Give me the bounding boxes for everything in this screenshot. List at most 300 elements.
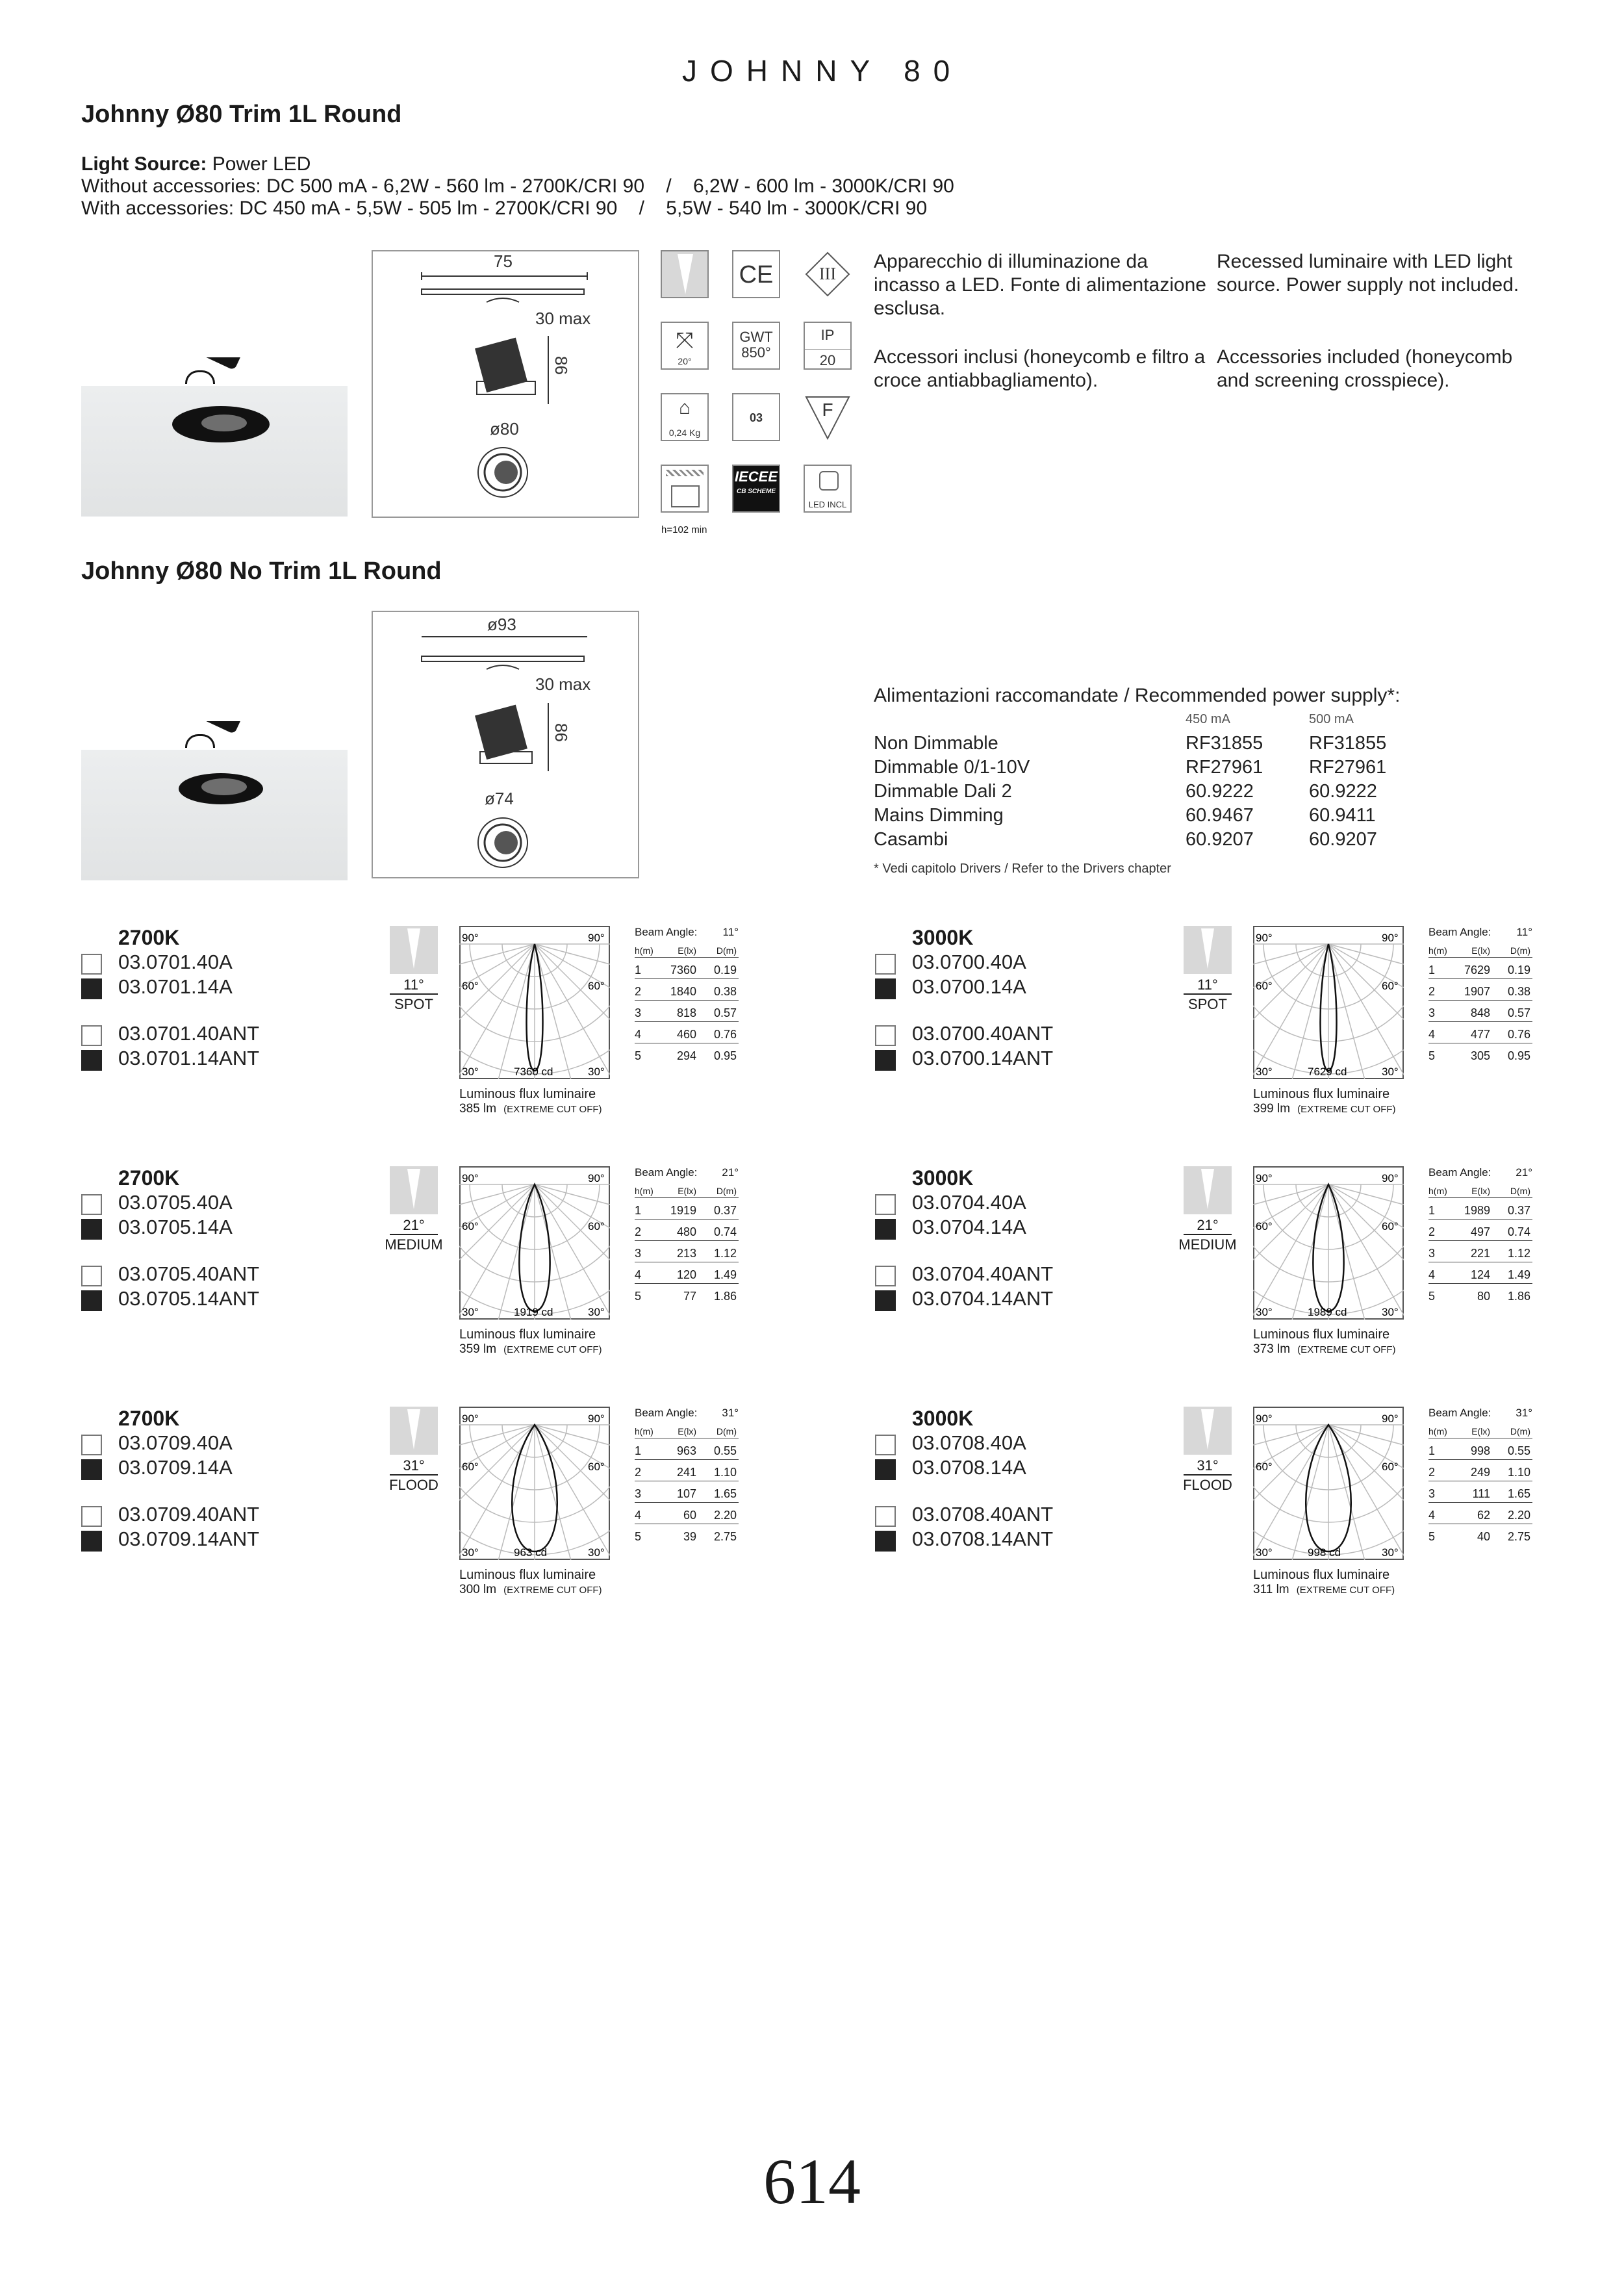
cell-e: 998 <box>1470 1444 1490 1457</box>
beam-table-row <box>635 1006 739 1022</box>
luminous-flux-block <box>1253 1087 1396 1117</box>
beam-cone-shape <box>407 1169 420 1209</box>
power-supply-code-500: 60.9411 <box>1309 805 1376 826</box>
product-code: 03.0709.14A <box>118 1456 233 1479</box>
beam-type-icon <box>1184 1407 1232 1455</box>
finish-swatch-black <box>81 978 102 999</box>
cell-e: 477 <box>1470 1028 1490 1041</box>
cell-h: 2 <box>1428 1225 1436 1238</box>
power-supply-label: Dimmable 0/1-10V <box>874 757 1030 778</box>
power-supply-row <box>874 732 1400 756</box>
cell-e: 249 <box>1470 1466 1490 1479</box>
beam-table-row <box>1428 1268 1532 1284</box>
product-code: 03.0704.40A <box>912 1191 1026 1214</box>
beam-data-table <box>635 1166 739 1310</box>
technical-drawing-trim-svg <box>373 251 638 517</box>
beam-table-row <box>1428 1049 1532 1064</box>
cell-e: 460 <box>676 1028 696 1041</box>
cell-d: 1.10 <box>1507 1466 1530 1479</box>
beam-angle-heading: Beam Angle: <box>1428 926 1491 938</box>
ip-rating-icon <box>804 322 852 370</box>
cell-e: 497 <box>1470 1225 1490 1238</box>
beam-angle-value: 31° <box>390 1457 438 1476</box>
color-temperature: 3000K <box>912 926 974 949</box>
beam-angle-heading-value: 11° <box>1516 926 1532 938</box>
cutoff-label: (EXTREME CUT OFF) <box>503 1104 602 1115</box>
cell-e: 111 <box>1472 1487 1490 1500</box>
beam-table-row <box>1428 985 1532 1001</box>
cell-e: 1919 <box>670 1204 696 1217</box>
product-code: 03.0705.14A <box>118 1216 233 1238</box>
beam-type-icon <box>390 1407 438 1455</box>
cell-e: 818 <box>676 1006 696 1019</box>
cell-e: 124 <box>1470 1268 1490 1281</box>
cell-h: 4 <box>635 1268 642 1281</box>
cell-h: 2 <box>1428 1466 1436 1479</box>
cell-d: 1.65 <box>1507 1487 1530 1500</box>
spec-with-accessories: With accessories: DC 450 mA - 5,5W - 505 lm - 2700K/CRI 90 / 5,5W - 540 lm - 3000K/CRI 90 <box>81 198 928 219</box>
product-code: 03.0700.40A <box>912 951 1026 973</box>
led-incl-label: LED INCL <box>808 500 847 509</box>
peak-intensity-label: 1989 cd <box>1308 1306 1347 1318</box>
polar-label-60-left: 60° <box>1256 1461 1273 1473</box>
finish-swatch-black <box>875 1531 896 1552</box>
luminous-flux-block <box>1253 1327 1396 1357</box>
finish-swatch-black <box>875 1459 896 1480</box>
cell-h: 1 <box>1428 1444 1436 1457</box>
cell-e: 107 <box>676 1487 696 1500</box>
technical-drawing-no-trim <box>372 611 639 878</box>
iecee-label: IECEE <box>734 468 778 485</box>
peak-intensity-label: 7360 cd <box>514 1066 553 1078</box>
cell-e: 40 <box>1477 1530 1490 1543</box>
beam-angle-heading-value: 11° <box>722 926 739 938</box>
cell-d: 2.20 <box>1507 1509 1530 1522</box>
cutoff-label: (EXTREME CUT OFF) <box>1297 1344 1396 1355</box>
polar-label-30-left: 30° <box>1256 1066 1273 1078</box>
col-h: h(m) <box>1428 1426 1447 1437</box>
beam-table-row <box>635 985 739 1001</box>
product-code: 03.0700.14A <box>912 975 1026 998</box>
product-variant <box>81 1166 796 1381</box>
cell-e: 241 <box>676 1466 696 1479</box>
cell-e: 7360 <box>670 964 696 977</box>
polar-diagram <box>1253 1407 1404 1560</box>
peak-intensity-label: 7629 cd <box>1308 1066 1347 1078</box>
col-h: h(m) <box>1428 1186 1447 1196</box>
color-temperature: 2700K <box>118 1407 180 1430</box>
beam-table-row <box>635 1444 739 1460</box>
page-number: 614 <box>763 2145 861 2217</box>
polar-label-60-right: 60° <box>1382 1461 1399 1473</box>
color-temperature: 2700K <box>118 926 180 949</box>
cell-d: 2.75 <box>1507 1530 1530 1543</box>
cell-d: 1.12 <box>1507 1247 1530 1260</box>
power-supply-row <box>874 804 1400 828</box>
product-code: 03.0708.40A <box>912 1431 1026 1454</box>
luminous-flux-label: Luminous flux luminaire <box>459 1327 596 1342</box>
product-variant <box>875 926 1590 1140</box>
cell-d: 1.10 <box>713 1466 737 1479</box>
beam-table-row <box>1428 1466 1532 1481</box>
cell-d: 0.37 <box>1507 1204 1530 1217</box>
product-code: 03.0709.14ANT <box>118 1527 260 1550</box>
polar-label-90-right: 90° <box>1382 1172 1399 1184</box>
power-supply-code-500: 60.9207 <box>1309 829 1377 850</box>
technical-drawing-trim <box>372 250 639 518</box>
luminous-flux-label: Luminous flux luminaire <box>1253 1568 1390 1582</box>
color-temperature: 3000K <box>912 1407 974 1430</box>
beam-table-row <box>635 1225 739 1241</box>
product-code: 03.0704.40ANT <box>912 1262 1054 1285</box>
ip-value: 20 <box>805 349 850 369</box>
energy-class-icon: 03 <box>732 393 780 441</box>
beam-type-label: FLOOD <box>389 1477 438 1493</box>
product-code: 03.0705.40ANT <box>118 1262 260 1285</box>
polar-label-60-right: 60° <box>1382 980 1399 992</box>
power-supply-row <box>874 756 1400 780</box>
description-en-2: Accessories included (honeycomb and screening crosspiece). <box>1217 346 1513 391</box>
iecee-sub-label: CB SCHEME <box>736 488 776 495</box>
polar-label-90-right: 90° <box>1382 932 1399 944</box>
beam-angle-heading-value: 31° <box>722 1407 739 1419</box>
luminous-flux-value: 385 lm <box>459 1102 497 1116</box>
beam-table-row <box>635 1530 739 1545</box>
product-variant <box>81 926 796 1140</box>
finish-swatch-white <box>81 1435 102 1455</box>
beam-table-row <box>635 1487 739 1503</box>
cell-d: 0.38 <box>713 985 737 998</box>
cutoff-label: (EXTREME CUT OFF) <box>503 1585 602 1596</box>
polar-label-60-right: 60° <box>588 1461 605 1473</box>
drawing-clearance-label: 30 max <box>535 309 591 328</box>
polar-label-30-left: 30° <box>1256 1306 1273 1318</box>
beam-table-row <box>635 1204 739 1220</box>
tilt-angle-label: 20° <box>678 356 692 366</box>
beam-table-row <box>1428 964 1532 979</box>
cell-h: 4 <box>1428 1028 1436 1041</box>
product-code: 03.0705.40A <box>118 1191 233 1214</box>
cell-d: 1.86 <box>713 1290 737 1303</box>
drawing-height-label: 86 <box>551 356 571 375</box>
beam-cone-shape <box>407 1409 420 1450</box>
cell-h: 3 <box>635 1247 642 1260</box>
product-variant <box>875 1407 1590 1621</box>
weight-icon <box>661 393 709 441</box>
power-supply-code-500: RF31855 <box>1309 733 1387 754</box>
polar-diagram <box>459 926 610 1079</box>
polar-label-30-right: 30° <box>1382 1306 1399 1318</box>
finish-swatch-black <box>875 978 896 999</box>
cell-e: 39 <box>683 1530 696 1543</box>
finish-swatch-white <box>875 1194 896 1215</box>
beam-angle-heading: Beam Angle: <box>635 1166 698 1179</box>
finish-swatch-white <box>875 1506 896 1527</box>
polar-label-90-left: 90° <box>1256 1412 1273 1425</box>
cell-h: 1 <box>1428 964 1436 977</box>
peak-intensity-label: 1919 cd <box>514 1306 553 1318</box>
cell-h: 5 <box>635 1530 642 1543</box>
cell-h: 5 <box>1428 1290 1436 1303</box>
cell-e: 221 <box>1470 1247 1490 1260</box>
polar-label-60-left: 60° <box>462 1461 479 1473</box>
polar-label-90-right: 90° <box>588 1172 605 1184</box>
polar-label-90-right: 90° <box>1382 1412 1399 1425</box>
power-supply-code-450: RF31855 <box>1186 733 1263 754</box>
beam-cone-shape <box>1201 928 1214 969</box>
polar-label-60-left: 60° <box>1256 980 1273 992</box>
beam-angle-heading: Beam Angle: <box>635 926 698 938</box>
cell-e: 62 <box>1477 1509 1490 1522</box>
beam-table-row <box>635 1028 739 1043</box>
power-supply-code-450: 60.9467 <box>1186 805 1254 826</box>
polar-label-60-left: 60° <box>1256 1220 1273 1233</box>
polar-label-90-left: 90° <box>462 1172 479 1184</box>
cell-h: 1 <box>635 964 642 977</box>
beam-cone-shape <box>1201 1169 1214 1209</box>
beam-table-row <box>635 1466 739 1481</box>
cell-e: 7629 <box>1464 964 1490 977</box>
weight-label: 0,24 Kg <box>668 428 701 438</box>
cell-d: 0.74 <box>1507 1225 1530 1238</box>
polar-label-60-left: 60° <box>462 1220 479 1233</box>
beam-table-row <box>635 1247 739 1262</box>
beam-angle-value: 31° <box>1184 1457 1232 1476</box>
cell-h: 1 <box>635 1444 642 1457</box>
beam-table-row <box>1428 1204 1532 1220</box>
cell-h: 3 <box>1428 1487 1436 1500</box>
description-it-2: Accessori inclusi (honeycomb e filtro a croce antiabbagliamento). <box>874 346 1206 391</box>
luminous-flux-block <box>459 1327 602 1357</box>
col-h: h(m) <box>635 1186 653 1196</box>
beam-angle-heading: Beam Angle: <box>1428 1166 1491 1179</box>
cell-d: 0.95 <box>1507 1049 1530 1062</box>
f-mark-icon <box>804 393 852 441</box>
cell-e: 1989 <box>1464 1204 1490 1217</box>
product-photo-trim <box>81 357 348 517</box>
beam-type-icon <box>390 926 438 974</box>
cutoff-label: (EXTREME CUT OFF) <box>1297 1104 1396 1115</box>
col-d: D(m) <box>1510 1426 1530 1437</box>
polar-label-60-right: 60° <box>588 1220 605 1233</box>
col-h: h(m) <box>635 1426 653 1437</box>
beam-table-row <box>635 1509 739 1524</box>
beam-angle-value: 11° <box>390 977 438 995</box>
cell-h: 4 <box>635 1028 642 1041</box>
polar-label-30-right: 30° <box>588 1066 605 1078</box>
cell-d: 2.75 <box>713 1530 737 1543</box>
product-code: 03.0708.14A <box>912 1456 1026 1479</box>
cell-e: 963 <box>676 1444 696 1457</box>
cell-e: 77 <box>683 1290 696 1303</box>
polar-label-60-left: 60° <box>462 980 479 992</box>
product-variant <box>81 1407 796 1621</box>
beam-table-row <box>1428 1509 1532 1524</box>
finish-swatch-white <box>81 1025 102 1046</box>
drawing-clearance-label: 30 max <box>535 674 591 694</box>
product-code: 03.0708.14ANT <box>912 1527 1054 1550</box>
beam-data-table <box>1428 1166 1532 1310</box>
weight-glyph: ⌂ <box>678 397 691 418</box>
product-photo-no-trim <box>81 721 348 880</box>
cell-d: 1.12 <box>713 1247 737 1260</box>
beam-icon <box>661 250 709 298</box>
cell-h: 5 <box>635 1049 642 1062</box>
beam-data-table <box>1428 926 1532 1070</box>
col-e: E(lx) <box>1471 1186 1490 1196</box>
power-supply-col-500: 500 mA <box>1309 712 1354 726</box>
luminous-flux-block <box>459 1087 602 1117</box>
beam-type-label: MEDIUM <box>385 1236 443 1253</box>
beam-type-label: FLOOD <box>1183 1477 1232 1493</box>
polar-label-90-left: 90° <box>1256 932 1273 944</box>
col-e: E(lx) <box>678 1426 696 1437</box>
cell-h: 5 <box>1428 1530 1436 1543</box>
beam-table-row <box>1428 1028 1532 1043</box>
power-supply-code-450: 60.9222 <box>1186 781 1254 802</box>
polar-diagram <box>1253 1166 1404 1320</box>
page-title: JOHNNY 80 <box>682 54 963 88</box>
cell-e: 848 <box>1470 1006 1490 1019</box>
product-code: 03.0701.14ANT <box>118 1047 260 1069</box>
finish-swatch-black <box>81 1459 102 1480</box>
cell-d: 1.86 <box>1507 1290 1530 1303</box>
product-code: 03.0700.14ANT <box>912 1047 1054 1069</box>
light-source-label: Light Source: <box>81 153 207 175</box>
cell-e: 60 <box>683 1509 696 1522</box>
power-supply-note: * Vedi capitolo Drivers / Refer to the Drivers chapter <box>874 862 1171 876</box>
product-variant <box>875 1166 1590 1381</box>
finish-swatch-white <box>81 1194 102 1215</box>
col-e: E(lx) <box>678 945 696 956</box>
product-code: 03.0700.40ANT <box>912 1022 1054 1045</box>
luminous-flux-value: 311 lm <box>1253 1583 1289 1596</box>
cell-h: 2 <box>635 985 642 998</box>
led-incl-icon <box>804 465 852 513</box>
cell-d: 0.95 <box>713 1049 737 1062</box>
cell-d: 1.49 <box>1507 1268 1530 1281</box>
cell-d: 0.76 <box>1507 1028 1530 1041</box>
drawing-diameter-label: ø74 <box>485 789 514 808</box>
product-code: 03.0701.40A <box>118 951 233 973</box>
installation-height-icon <box>661 465 709 513</box>
cell-h: 2 <box>1428 985 1436 998</box>
cell-e: 305 <box>1470 1049 1490 1062</box>
cell-h: 2 <box>635 1466 642 1479</box>
cell-h: 3 <box>635 1006 642 1019</box>
cell-h: 4 <box>635 1509 642 1522</box>
beam-type-label: SPOT <box>394 996 433 1012</box>
col-d: D(m) <box>716 945 737 956</box>
polar-diagram <box>459 1166 610 1320</box>
beam-angle-value: 21° <box>1184 1217 1232 1235</box>
finish-swatch-black <box>81 1219 102 1240</box>
finish-swatch-white <box>81 954 102 975</box>
beam-table-row <box>635 964 739 979</box>
cell-h: 3 <box>1428 1006 1436 1019</box>
beam-data-table <box>635 1407 739 1551</box>
h-min-label: h=102 min <box>661 524 707 535</box>
technical-drawing-no-trim-svg <box>373 612 638 877</box>
polar-label-90-left: 90° <box>1256 1172 1273 1184</box>
cell-d: 0.38 <box>1507 985 1530 998</box>
finish-swatch-black <box>81 1531 102 1552</box>
cell-h: 1 <box>635 1204 642 1217</box>
beam-table-row <box>1428 1530 1532 1545</box>
beam-table-row <box>1428 1247 1532 1262</box>
cell-h: 3 <box>1428 1247 1436 1260</box>
beam-table-row <box>1428 1290 1532 1305</box>
power-supply-table <box>874 683 1400 881</box>
gwt-icon: GWT 850° <box>732 322 780 370</box>
class-iii-icon <box>804 250 852 298</box>
polar-label-90-right: 90° <box>588 932 605 944</box>
polar-diagram <box>1253 926 1404 1079</box>
col-h: h(m) <box>635 945 653 956</box>
product-code: 03.0708.40ANT <box>912 1503 1054 1526</box>
finish-swatch-white <box>81 1506 102 1527</box>
beam-table-row <box>635 1049 739 1064</box>
col-e: E(lx) <box>678 1186 696 1196</box>
polar-label-30-right: 30° <box>588 1306 605 1318</box>
finish-swatch-black <box>875 1219 896 1240</box>
beam-angle-value: 21° <box>390 1217 438 1235</box>
drawing-height-label: 86 <box>551 723 571 742</box>
luminous-flux-value: 359 lm <box>459 1342 497 1356</box>
col-d: D(m) <box>716 1426 737 1437</box>
polar-label-30-left: 30° <box>462 1066 479 1078</box>
product-code: 03.0701.40ANT <box>118 1022 260 1045</box>
description-en-1: Recessed luminaire with LED light source. Power supply not included. <box>1217 251 1519 296</box>
power-supply-label: Non Dimmable <box>874 733 998 754</box>
luminous-flux-label: Luminous flux luminaire <box>1253 1327 1390 1342</box>
peak-intensity-label: 998 cd <box>1308 1546 1341 1559</box>
luminous-flux-label: Luminous flux luminaire <box>459 1087 596 1101</box>
power-supply-label: Dimmable Dali 2 <box>874 781 1012 802</box>
beam-table-row <box>635 1290 739 1305</box>
product-code: 03.0709.40ANT <box>118 1503 260 1526</box>
beam-data-table <box>1428 1407 1532 1551</box>
f-mark-label: F <box>822 400 833 420</box>
cell-d: 2.20 <box>713 1509 737 1522</box>
beam-angle-heading: Beam Angle: <box>1428 1407 1491 1419</box>
polar-label-30-left: 30° <box>462 1306 479 1318</box>
col-e: E(lx) <box>1471 1426 1490 1437</box>
cell-e: 1840 <box>670 985 696 998</box>
finish-swatch-black <box>875 1050 896 1071</box>
spec-without-accessories: Without accessories: DC 500 mA - 6,2W - 560 lm - 2700K/CRI 90 / 6,2W - 600 lm - 3000K/CRI 90 <box>81 175 954 197</box>
col-e: E(lx) <box>1471 945 1490 956</box>
light-source-block <box>81 153 954 220</box>
beam-table-row <box>1428 1444 1532 1460</box>
finish-swatch-white <box>875 1025 896 1046</box>
class-iii-label: III <box>819 264 836 283</box>
cross-arrows-glyph: ⤧ <box>676 328 694 353</box>
cell-h: 5 <box>635 1290 642 1303</box>
col-d: D(m) <box>1510 945 1530 956</box>
cell-e: 1907 <box>1464 985 1490 998</box>
beam-angle-heading-value: 31° <box>1516 1407 1532 1419</box>
finish-swatch-white <box>875 954 896 975</box>
polar-label-30-right: 30° <box>1382 1066 1399 1078</box>
cell-d: 1.49 <box>713 1268 737 1281</box>
beam-type-icon <box>1184 1166 1232 1214</box>
drawing-diameter-label: ø80 <box>490 419 519 439</box>
beam-type-icon <box>390 1166 438 1214</box>
beam-type-icon <box>1184 926 1232 974</box>
finish-swatch-black <box>81 1050 102 1071</box>
luminous-flux-label: Luminous flux luminaire <box>459 1568 596 1582</box>
